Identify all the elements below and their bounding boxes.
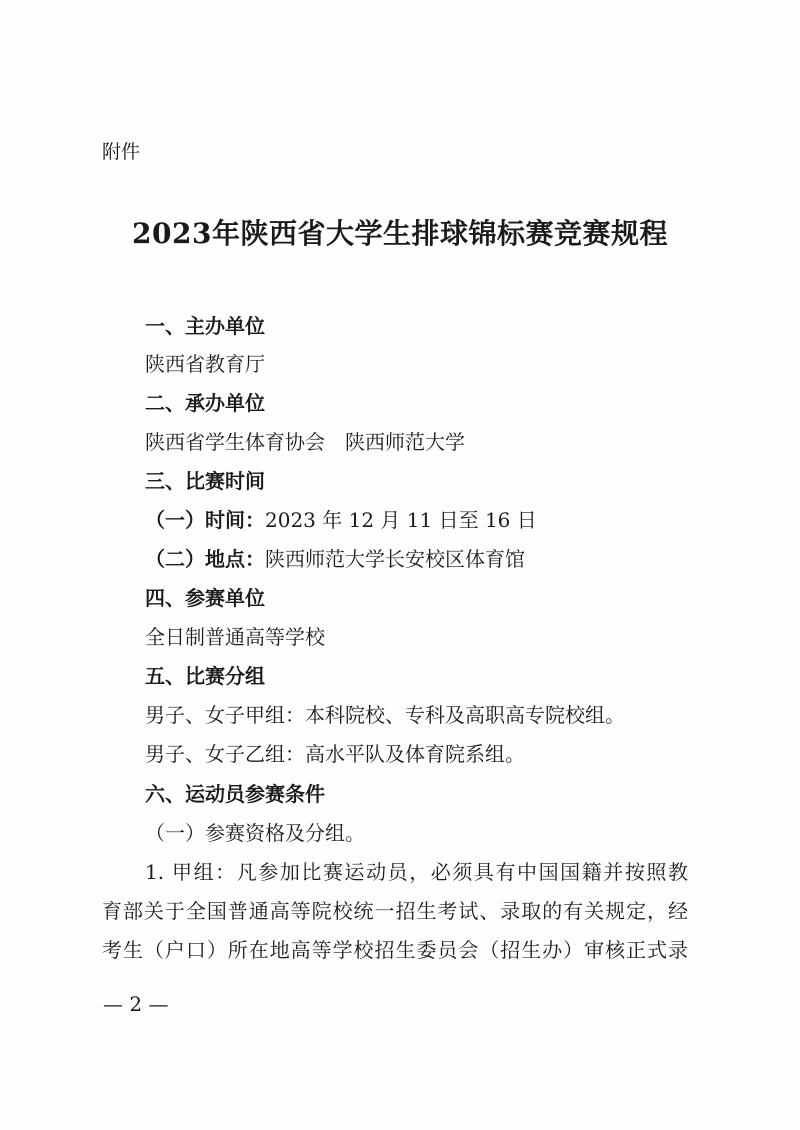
section-4-heading: 四、参赛单位 — [145, 586, 265, 610]
section-3-heading: 三、比赛时间 — [145, 469, 265, 493]
attachment-label: 附件 — [102, 141, 141, 163]
section-6-heading: 六、运动员参赛条件 — [145, 782, 325, 806]
section-3-time-line — [145, 506, 537, 534]
section-1-heading: 一、主办单位 — [145, 314, 265, 338]
page-number: — 2 — — [103, 992, 169, 1016]
section-6-paragraph-line-1: 1. 甲组：凡参加比赛运动员，必须具有中国国籍并按照教 — [145, 860, 688, 884]
section-5-heading: 五、比赛分组 — [145, 664, 265, 688]
section-6-paragraph-line-2: 育部关于全国普通高等院校统一招生考试、录取的有关规定，经 — [102, 899, 688, 923]
section-2-body: 陕西省学生体育协会 陕西师范大学 — [145, 430, 465, 454]
document-title: 2023年陕西省大学生排球锦标赛竞赛规程 — [132, 217, 668, 250]
section-5-line-2: 男子、女子乙组：高水平队及体育院系组。 — [145, 742, 525, 766]
place-value: 陕西师范大学长安校区体育馆 — [265, 547, 525, 571]
time-value: 2023 年 12 月 11 日至 16 日 — [265, 508, 537, 532]
section-6-paragraph-line-3: 考生（户口）所在地高等学校招生委员会（招生办）审核正式录 — [102, 938, 688, 962]
section-1-body: 陕西省教育厅 — [145, 352, 265, 376]
section-4-body: 全日制普通高等学校 — [145, 625, 325, 649]
section-2-heading: 二、承办单位 — [145, 391, 265, 415]
section-6-subheading: （一）参赛资格及分组。 — [145, 821, 365, 845]
place-label: （二）地点： — [145, 547, 265, 571]
section-5-line-1: 男子、女子甲组：本科院校、专科及高职高专院校组。 — [145, 703, 625, 727]
section-3-place-line — [145, 545, 525, 573]
time-label: （一）时间： — [145, 508, 265, 532]
